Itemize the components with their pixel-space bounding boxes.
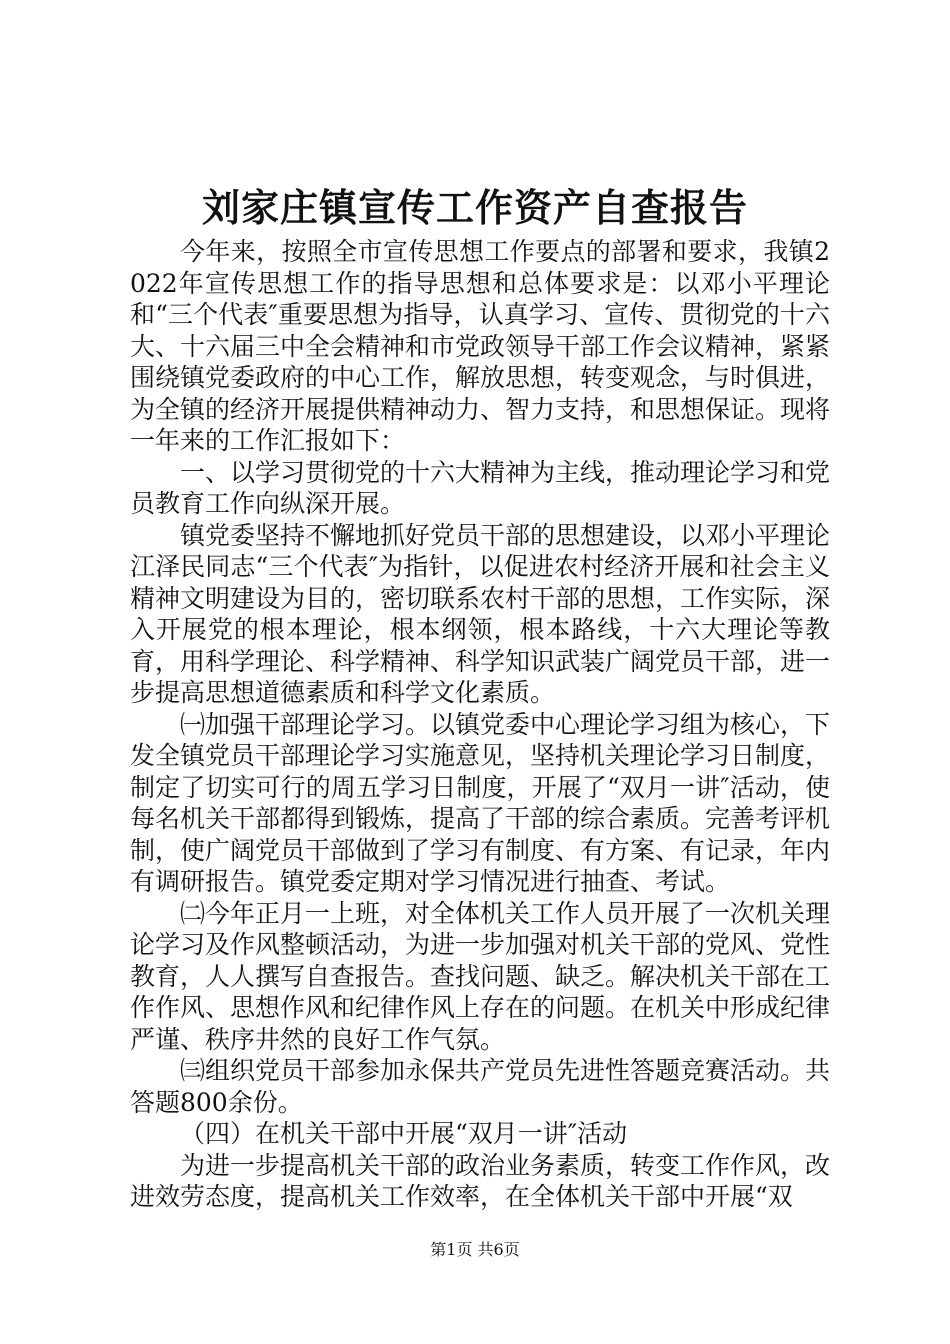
- paragraph-item-4: （四）在机关干部中开展“双月一讲″活动: [180, 1119, 628, 1148]
- paragraph-1: 镇党委坚持不懈地抓好党员干部的思想建设，以邓小平理论江泽民同志“三个代表″为指针，以促进农村经济开展和社会主义精神文明建设为目的，密切联系农村干部的思想，工作实际，深入开展党的根本理论，根本纲领，根本路线，十六大理论等教育，用科学理论、科学精神、科学知识武装广阔党员干部，进一步提高思想道德素质和科学文化素质。: [130, 520, 831, 707]
- document-title: 刘家庄镇宣传工作资产自查报告: [201, 185, 748, 230]
- paragraph-intro: 今年来，按照全市宣传思想工作要点的部署和要求，我镇2022年宣传思想工作的指导思想和总体要求是：以邓小平理论和“三个代表″重要思想为指导，认真学习、宣传、贯彻党的十六大、十六届三中全会精神和市党政领导干部工作会议精神，紧紧围绕镇党委政府的中心工作，解放思想，转变观念，与时俱进，为全镇的经济开展提供精神动力、智力支持，和思想保证。现将一年来的工作汇报如下：: [130, 237, 831, 455]
- paragraph-item-1: ㈠加强干部理论学习。以镇党委中心理论学习组为核心，下发全镇党员干部理论学习实施意见，坚持机关理论学习日制度，制定了切实可行的周五学习日制度，开展了“双月一讲″活动，使每名机关干部都得到锻炼，提高了干部的综合素质。完善考评机制，使广阔党员干部做到了学习有制度、有方案、有记录，年内有调研报告。镇党委定期对学习情况进行抽查、考试。: [130, 709, 831, 896]
- paragraph-item-3: ㈢组织党员干部参加永保共产党员先进性答题竞赛活动。共答题800余份。: [130, 1056, 831, 1117]
- page-footer: 第1页 共6页: [430, 1240, 520, 1259]
- paragraph-item-2: ㈡今年正月一上班，对全体机关工作人员开展了一次机关理论学习及作风整顿活动，为进一步加强对机关干部的党风、党性教育，人人撰写自查报告。查找问题、缺乏。解决机关干部在工作作风、思想作风和纪律作风上存在的问题。在机关中形成纪律严谨、秩序井然的良好工作气氛。: [130, 898, 831, 1054]
- paragraph-heading-1: 一、以学习贯彻党的十六大精神为主线，推动理论学习和党员教育工作向纵深开展。: [130, 457, 831, 518]
- document-body: [130, 236, 830, 1213]
- paragraph-item-4-body: 为进一步提高机关干部的政治业务素质，转变工作作风，改进效劳态度，提高机关工作效率，在全体机关干部中开展“双: [130, 1150, 831, 1211]
